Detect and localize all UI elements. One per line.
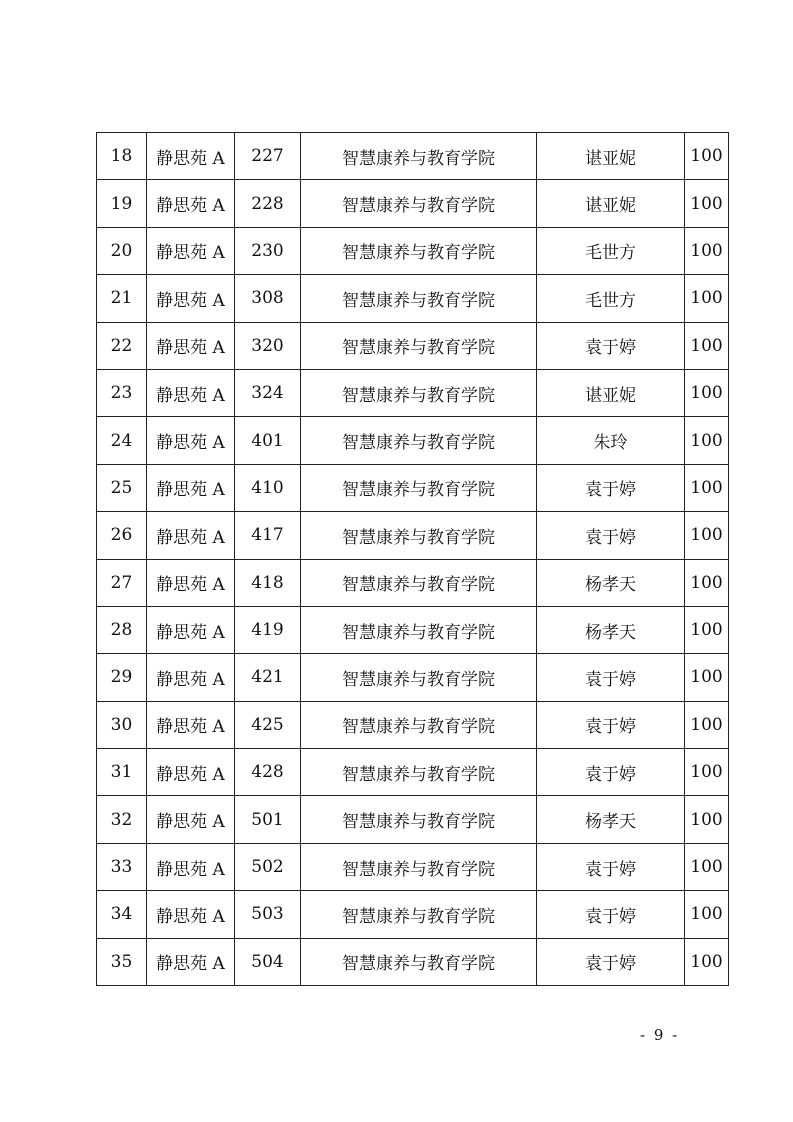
score-cell: 100 [685,464,729,511]
building-cell: 静思苑 A [147,606,235,653]
building-cell: 静思苑 A [147,180,235,227]
table-row [97,891,729,938]
college-cell: 智慧康养与教育学院 [301,369,537,416]
room-cell: 418 [235,559,301,606]
table-row [97,369,729,416]
college-cell: 智慧康养与教育学院 [301,796,537,843]
row-index: 35 [97,938,147,985]
tutor-cell: 袁于婷 [537,654,685,701]
room-cell: 503 [235,891,301,938]
table-row [97,796,729,843]
college-cell: 智慧康养与教育学院 [301,559,537,606]
tutor-cell: 袁于婷 [537,749,685,796]
score-cell: 100 [685,417,729,464]
tutor-cell: 袁于婷 [537,701,685,748]
score-cell: 100 [685,369,729,416]
row-index: 34 [97,891,147,938]
score-cell: 100 [685,322,729,369]
row-index: 27 [97,559,147,606]
room-cell: 401 [235,417,301,464]
college-cell: 智慧康养与教育学院 [301,938,537,985]
score-cell: 100 [685,559,729,606]
room-cell: 308 [235,275,301,322]
row-index: 19 [97,180,147,227]
row-index: 20 [97,227,147,274]
tutor-cell: 杨孝天 [537,559,685,606]
table-row [97,133,729,180]
tutor-cell: 袁于婷 [537,891,685,938]
room-cell: 421 [235,654,301,701]
tutor-cell: 袁于婷 [537,512,685,559]
row-index: 33 [97,843,147,890]
row-index: 26 [97,512,147,559]
table-row [97,749,729,796]
row-index: 21 [97,275,147,322]
building-cell: 静思苑 A [147,227,235,274]
building-cell: 静思苑 A [147,701,235,748]
table-row [97,417,729,464]
room-cell: 410 [235,464,301,511]
building-cell: 静思苑 A [147,369,235,416]
table-row [97,227,729,274]
row-index: 29 [97,654,147,701]
building-cell: 静思苑 A [147,796,235,843]
row-index: 30 [97,701,147,748]
table-row [97,606,729,653]
score-cell: 100 [685,180,729,227]
row-index: 32 [97,796,147,843]
table-row [97,701,729,748]
building-cell: 静思苑 A [147,464,235,511]
building-cell: 静思苑 A [147,133,235,180]
tutor-cell: 袁于婷 [537,464,685,511]
score-cell: 100 [685,227,729,274]
row-index: 24 [97,417,147,464]
table-row [97,843,729,890]
room-cell: 417 [235,512,301,559]
tutor-cell: 毛世方 [537,275,685,322]
college-cell: 智慧康养与教育学院 [301,512,537,559]
college-cell: 智慧康养与教育学院 [301,749,537,796]
room-cell: 324 [235,369,301,416]
tutor-cell: 杨孝天 [537,606,685,653]
score-cell: 100 [685,133,729,180]
building-cell: 静思苑 A [147,938,235,985]
building-cell: 静思苑 A [147,891,235,938]
table-row [97,938,729,985]
row-index: 31 [97,749,147,796]
college-cell: 智慧康养与教育学院 [301,275,537,322]
dormitory-score-table [96,132,729,986]
table-row [97,322,729,369]
building-cell: 静思苑 A [147,559,235,606]
score-cell: 100 [685,512,729,559]
college-cell: 智慧康养与教育学院 [301,891,537,938]
tutor-cell: 谌亚妮 [537,369,685,416]
college-cell: 智慧康养与教育学院 [301,701,537,748]
room-cell: 228 [235,180,301,227]
table-row [97,275,729,322]
score-cell: 100 [685,796,729,843]
table-row [97,180,729,227]
score-cell: 100 [685,843,729,890]
row-index: 25 [97,464,147,511]
row-index: 18 [97,133,147,180]
table-body [97,133,729,986]
table-row [97,464,729,511]
room-cell: 425 [235,701,301,748]
table-row [97,654,729,701]
room-cell: 501 [235,796,301,843]
room-cell: 320 [235,322,301,369]
score-cell: 100 [685,701,729,748]
building-cell: 静思苑 A [147,275,235,322]
tutor-cell: 袁于婷 [537,843,685,890]
score-cell: 100 [685,891,729,938]
row-index: 22 [97,322,147,369]
score-cell: 100 [685,749,729,796]
score-cell: 100 [685,606,729,653]
tutor-cell: 袁于婷 [537,322,685,369]
college-cell: 智慧康养与教育学院 [301,180,537,227]
score-cell: 100 [685,654,729,701]
tutor-cell: 朱玲 [537,417,685,464]
score-cell: 100 [685,938,729,985]
college-cell: 智慧康养与教育学院 [301,417,537,464]
table-row [97,512,729,559]
college-cell: 智慧康养与教育学院 [301,227,537,274]
tutor-cell: 谌亚妮 [537,133,685,180]
tutor-cell: 毛世方 [537,227,685,274]
building-cell: 静思苑 A [147,654,235,701]
table-row [97,559,729,606]
college-cell: 智慧康养与教育学院 [301,464,537,511]
tutor-cell: 杨孝天 [537,796,685,843]
building-cell: 静思苑 A [147,322,235,369]
college-cell: 智慧康养与教育学院 [301,606,537,653]
score-cell: 100 [685,275,729,322]
building-cell: 静思苑 A [147,512,235,559]
room-cell: 230 [235,227,301,274]
room-cell: 428 [235,749,301,796]
building-cell: 静思苑 A [147,417,235,464]
room-cell: 227 [235,133,301,180]
college-cell: 智慧康养与教育学院 [301,654,537,701]
college-cell: 智慧康养与教育学院 [301,843,537,890]
room-cell: 504 [235,938,301,985]
room-cell: 419 [235,606,301,653]
row-index: 28 [97,606,147,653]
room-cell: 502 [235,843,301,890]
row-index: 23 [97,369,147,416]
tutor-cell: 谌亚妮 [537,180,685,227]
page-number: - 9 - [640,1026,680,1044]
tutor-cell: 袁于婷 [537,938,685,985]
building-cell: 静思苑 A [147,749,235,796]
college-cell: 智慧康养与教育学院 [301,322,537,369]
college-cell: 智慧康养与教育学院 [301,133,537,180]
building-cell: 静思苑 A [147,843,235,890]
